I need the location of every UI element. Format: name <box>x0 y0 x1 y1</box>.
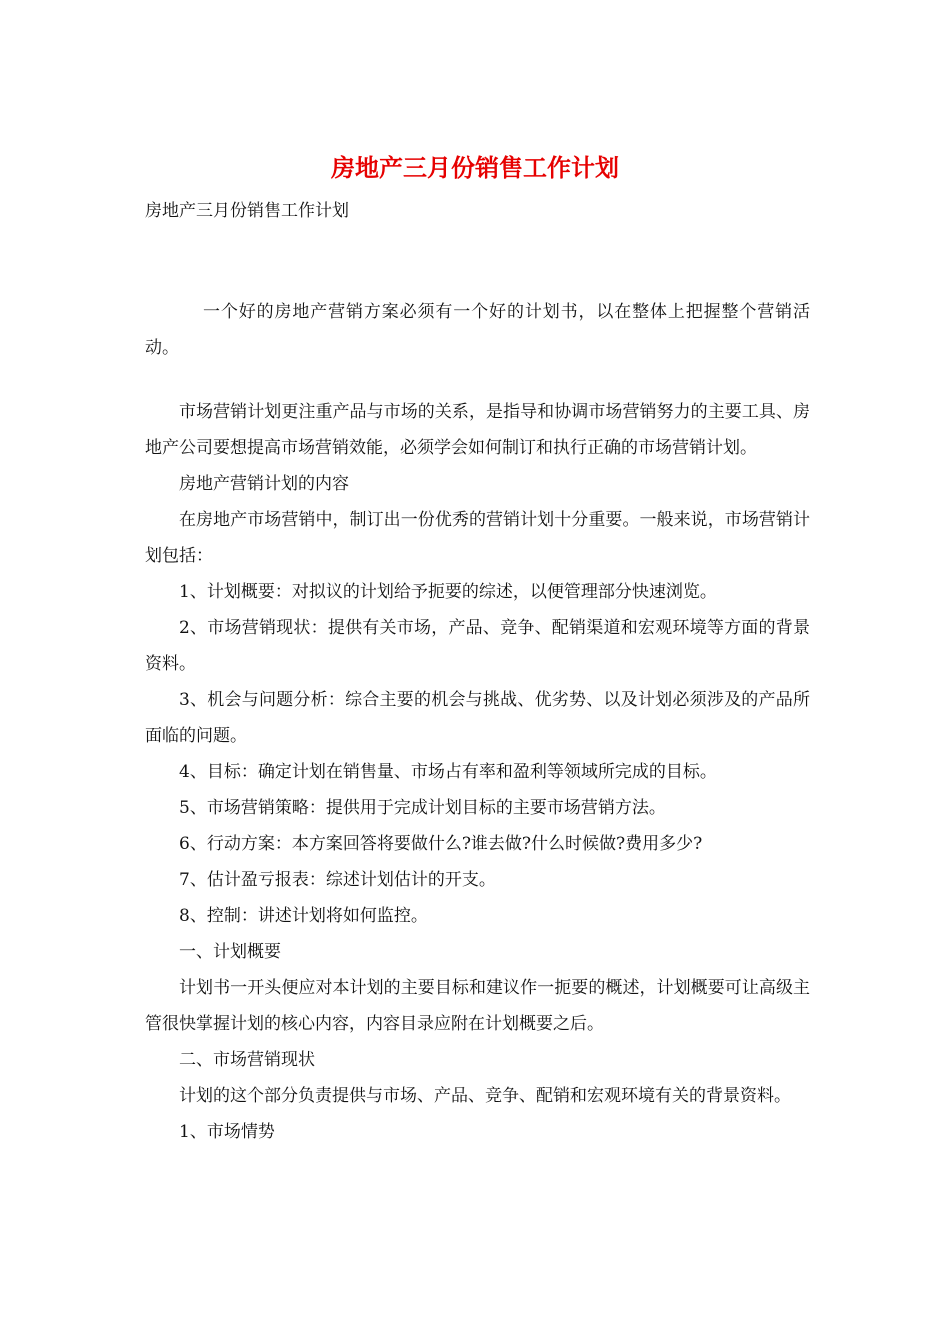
list-item: 2、市场营销现状：提供有关市场，产品、竞争、配销渠道和宏观环境等方面的背景资料。 <box>145 618 810 674</box>
section-heading: 二、市场营销现状 <box>179 1050 315 1070</box>
paragraph: 在房地产市场营销中，制订出一份优秀的营销计划十分重要。一般来说，市场营销计划包括： <box>145 510 810 566</box>
list-item: 3、机会与问题分析：综合主要的机会与挑战、优劣势、以及计划必须涉及的产品所面临的问题。 <box>145 690 810 746</box>
document-body <box>145 294 810 1150</box>
paragraph: 计划的这个部分负责提供与市场、产品、竞争、配销和宏观环境有关的背景资料。 <box>179 1086 791 1106</box>
list-item: 8、控制：讲述计划将如何监控。 <box>179 906 428 926</box>
list-item: 1、计划概要：对拟议的计划给予扼要的综述，以便管理部分快速浏览。 <box>179 582 717 602</box>
document-subtitle: 房地产三月份销售工作计划 <box>145 201 349 221</box>
paragraph: 计划书一开头便应对本计划的主要目标和建议作一扼要的概述，计划概要可让高级主管很快掌握计划的核心内容，内容目录应附在计划概要之后。 <box>145 978 810 1034</box>
subsection-heading: 1、市场情势 <box>179 1122 275 1142</box>
document-title: 房地产三月份销售工作计划 <box>331 153 619 182</box>
paragraph: 市场营销计划更注重产品与市场的关系，是指导和协调市场营销努力的主要工具、房地产公司要想提高市场营销效能，必须学会如何制订和执行正确的市场营销计划。 <box>145 402 810 458</box>
list-item: 6、行动方案：本方案回答将要做什么?谁去做?什么时候做?费用多少? <box>179 834 703 854</box>
paragraph-intro: 一个好的房地产营销方案必须有一个好的计划书，以在整体上把握整个营销活动。 <box>145 302 810 358</box>
list-item: 4、目标：确定计划在销售量、市场占有率和盈利等领域所完成的目标。 <box>179 762 717 782</box>
section-heading: 房地产营销计划的内容 <box>179 474 349 494</box>
section-heading: 一、计划概要 <box>179 942 281 962</box>
list-item: 5、市场营销策略：提供用于完成计划目标的主要市场营销方法。 <box>179 798 666 818</box>
list-item: 7、估计盈亏报表：综述计划估计的开支。 <box>179 870 496 890</box>
